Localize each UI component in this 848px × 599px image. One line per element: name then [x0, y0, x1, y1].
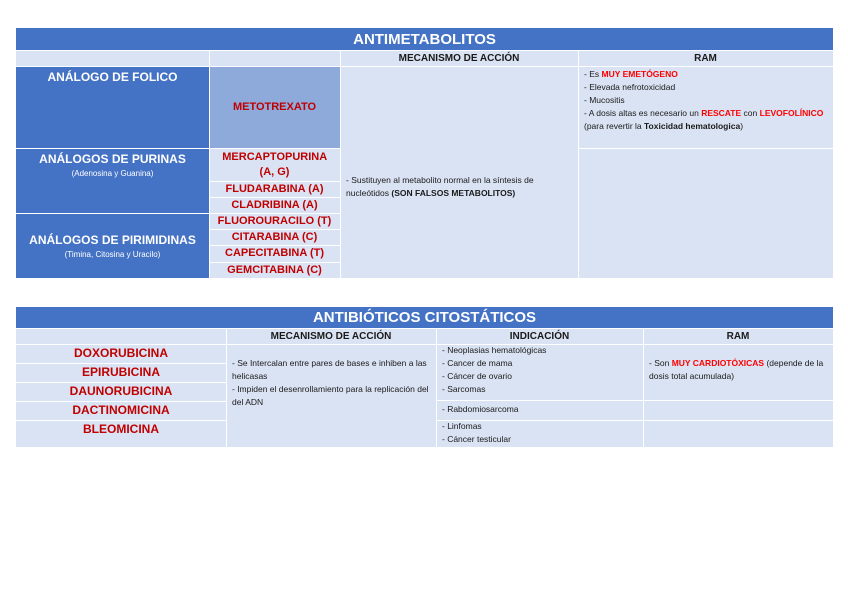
indicacion-item: - Sarcomas — [442, 384, 486, 394]
drug-mercaptopurina: MERCAPTOPURINA (A, G) — [209, 148, 340, 181]
grid-line — [436, 400, 833, 401]
drug-gemcitabina: GEMCITABINA (C) — [209, 262, 340, 278]
antibioticos-table — [16, 307, 833, 447]
drug-bleomicina: BLEOMICINA — [16, 420, 226, 447]
antimetabolitos-table — [16, 28, 833, 278]
mecanismo-line: - Se Intercalan entre pares de bases e inhiben a las helicasas — [232, 358, 427, 381]
mecanismo-antibioticos — [226, 344, 436, 447]
grid-line — [209, 262, 340, 263]
drug-metotrexato: METOTREXATO — [209, 66, 340, 148]
drug-doxorubicina: DOXORUBICINA — [16, 344, 226, 363]
ram-text: - A dosis altas es necesario un — [584, 108, 702, 118]
group-subtitle: (Timina, Citosina y Uracilo) — [64, 249, 161, 259]
drug-fludarabina: FLUDARABINA (A) — [209, 181, 340, 197]
ram-highlight: MUY CARDIOTÓXICAS — [671, 358, 765, 368]
header-ram: RAM — [578, 50, 833, 66]
header-empty-cell — [209, 50, 340, 66]
grid-line — [16, 50, 833, 51]
ram-line — [584, 107, 827, 133]
grid-line — [436, 328, 437, 447]
indicacion-item: - Cáncer de ovario — [442, 371, 512, 381]
drug-epirubicina: EPIRUBICINA — [16, 363, 226, 382]
ram-metotrexato — [578, 66, 833, 148]
ram-bold: Toxicidad hematologica — [644, 121, 741, 131]
ram-line: - Mucositis — [584, 95, 625, 105]
ram-text: con — [741, 108, 760, 118]
antibioticos-title: ANTIBIÓTICOS CITOSTÁTICOS — [16, 307, 833, 328]
indicacion-group-2 — [436, 400, 643, 420]
mecanismo-line: - Impiden el desenrollamiento para la replicación del del ADN — [232, 384, 429, 407]
ram-text: (para revertir la — [584, 121, 644, 131]
header-indicacion: INDICACIÓN — [436, 328, 643, 344]
grid-line — [340, 50, 341, 278]
grid-line — [16, 420, 226, 421]
grid-line — [16, 66, 833, 67]
grid-line — [209, 181, 340, 182]
group-subtitle: (Adenosina y Guanina) — [71, 169, 154, 178]
grid-line — [209, 50, 210, 278]
indicacion-group-3 — [436, 420, 643, 447]
header-empty-cell — [16, 50, 209, 66]
drug-fluorouracilo: FLUOROURACILO (T) — [209, 213, 340, 229]
group-name: ANÁLOGOS DE PIRIMIDINAS — [29, 232, 196, 247]
ram-line — [584, 68, 827, 81]
mecanismo-bold: (SON FALSOS METABOLITOS) — [391, 188, 516, 198]
ram-text: - Son — [649, 358, 672, 368]
ram-text: ) — [740, 121, 744, 131]
header-empty-cell — [16, 328, 226, 344]
grid-line — [16, 148, 340, 149]
grid-line — [209, 197, 340, 198]
mecanismo-antimetabolitos — [340, 66, 578, 278]
ram-text: (depende de la dosis total acumulada) — [649, 358, 824, 381]
ram-empty-cell — [578, 148, 833, 278]
ram-antibioticos — [643, 344, 833, 400]
mecanismo-text: - Sustituyen al metabolito normal en la síntesis de nucleótidos — [346, 175, 534, 198]
ram-text: - Es — [584, 69, 602, 79]
grid-line — [209, 229, 340, 230]
grid-line — [643, 328, 644, 447]
indicacion-group-1 — [436, 344, 643, 400]
group-folico — [16, 66, 209, 148]
group-name: ANÁLOGO DE FOLICO — [47, 70, 178, 84]
drug-citarabina: CITARABINA (C) — [209, 229, 340, 245]
grid-line — [209, 245, 340, 246]
header-mecanismo: MECANISMO DE ACCIÓN — [340, 50, 578, 66]
grid-line — [578, 50, 579, 278]
grid-line — [16, 382, 226, 383]
ram-highlight: MUY EMETÓGENO — [601, 69, 678, 79]
indicacion-item: - Rabdomiosarcoma — [442, 404, 519, 414]
indicacion-item: - Cancer de mama — [442, 358, 513, 368]
grid-line — [16, 363, 226, 364]
drug-dactinomicina: DACTINOMICINA — [16, 401, 226, 420]
grid-line — [578, 148, 833, 149]
grid-line — [16, 401, 226, 402]
indicacion-item: - Linfomas — [442, 421, 482, 431]
group-name: ANÁLOGOS DE PURINAS — [39, 152, 186, 166]
group-pirimidinas — [16, 213, 209, 278]
indicacion-item: - Neoplasias hematológicas — [442, 345, 547, 355]
ram-empty-cell — [643, 400, 833, 420]
header-ram: RAM — [643, 328, 833, 344]
header-mecanismo: MECANISMO DE ACCIÓN — [226, 328, 436, 344]
grid-line — [16, 344, 833, 345]
drug-daunorubicina: DAUNORUBICINA — [16, 382, 226, 401]
grid-line — [226, 328, 227, 447]
grid-line — [16, 213, 340, 214]
drug-cladribina: CLADRIBINA (A) — [209, 197, 340, 213]
ram-highlight: LEVOFOLÍNICO — [759, 108, 824, 118]
ram-highlight: RESCATE — [701, 108, 742, 118]
grid-line — [436, 420, 833, 421]
group-purinas — [16, 148, 209, 213]
ram-empty-cell — [643, 420, 833, 447]
antimetabolitos-title: ANTIMETABOLITOS — [16, 28, 833, 50]
indicacion-item: - Cáncer testicular — [442, 434, 511, 444]
ram-line: - Elevada nefrotoxicidad — [584, 82, 676, 92]
drug-capecitabina: CAPECITABINA (T) — [209, 245, 340, 262]
grid-line — [16, 328, 833, 329]
